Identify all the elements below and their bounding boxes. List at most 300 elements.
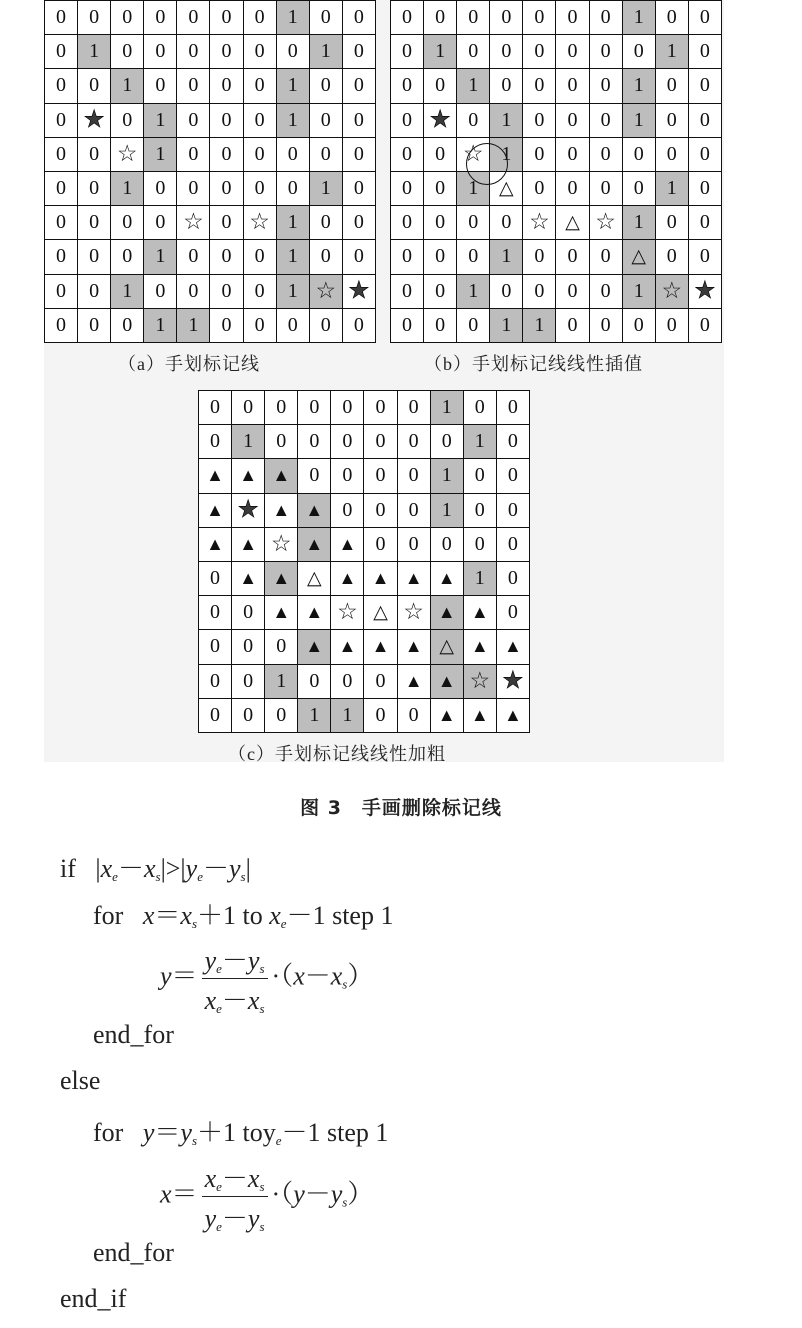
grid-cell [463,698,496,732]
cell-value: 0 [353,6,364,29]
grid-cell [589,274,622,308]
solid-triangle-icon: ▲ [371,636,390,657]
grid-cell [177,274,210,308]
cell-value: 0 [155,40,166,63]
fraction [202,1158,268,1235]
grid-cell [342,1,375,35]
grid-cell [111,35,144,69]
cell-value: 0 [155,211,166,234]
cell-value: 1 [441,498,452,521]
var: x [100,854,113,883]
grid-cell [309,274,342,308]
cell-value: 1 [501,313,512,336]
cell-value: 0 [501,40,512,63]
sub: s [259,1001,265,1016]
cell-value: 0 [468,6,479,29]
hollow-triangle-icon: △ [631,246,647,268]
cell-value: 0 [507,567,518,590]
cell-value: 0 [600,142,611,165]
op: － [221,946,248,975]
grid-cell [688,1,721,35]
cell-value: 0 [188,6,199,29]
grid-cell [523,206,556,240]
grid-cell [111,137,144,171]
cell-value: 0 [375,669,386,692]
grid-cell [655,308,688,342]
grid-cell [364,596,397,630]
solid-triangle-icon: ▲ [206,533,224,554]
cell-value: 0 [666,108,677,131]
grid-cell [424,1,457,35]
grid-cell [331,630,364,664]
code-line-endif: end_if [60,1284,127,1313]
grid-cell [688,103,721,137]
cell-value: 0 [254,245,265,268]
grid-cell [243,274,276,308]
grid-cell [391,103,424,137]
grid-cell [463,493,496,527]
grid-cell [265,493,298,527]
grid-cell [45,69,78,103]
grid-cell [342,240,375,274]
cell-value: 0 [320,142,331,165]
hollow-star-icon: ☆ [337,599,358,625]
cell-value: 1 [276,669,287,692]
grid-cell [424,69,457,103]
grid-cell [78,69,111,103]
grid-cell [622,137,655,171]
op: ） [347,961,374,991]
cell-value: 0 [435,245,446,268]
grid-cell [309,69,342,103]
grid-cell [276,103,309,137]
cell-value: 0 [309,396,320,419]
var: x [204,1164,217,1193]
var: y [142,1118,155,1147]
grid-cell [655,171,688,205]
cell-value: 0 [221,74,232,97]
grid-cell [45,171,78,205]
cell-value: 0 [254,177,265,200]
cell-value: 0 [633,40,644,63]
cell-value: 1 [309,703,320,726]
grid-cell [199,664,232,698]
cell-value: 0 [89,279,100,302]
sub: e [216,1219,222,1234]
cell-value: 0 [56,245,67,268]
cell-value: 1 [287,108,298,131]
grid-cell [490,274,523,308]
grid-cell [391,69,424,103]
cell-value: 0 [89,211,100,234]
cell-value: 1 [287,74,298,97]
solid-triangle-icon: ▲ [338,568,357,589]
grid-cell [424,171,457,205]
grid-cell [688,69,721,103]
grid-cell [589,240,622,274]
cell-value: 0 [342,430,353,453]
grid-cell [523,171,556,205]
cell-value: 0 [320,108,331,131]
sub: e [275,1133,282,1148]
cell-value: 0 [435,6,446,29]
grid-cell [199,561,232,595]
var: y [204,1204,217,1233]
grid-row [391,35,722,69]
grid-cell [397,630,430,664]
cell-value: 0 [188,279,199,302]
cell-value: 0 [402,245,413,268]
cell-value: 0 [408,498,419,521]
grid-cell [463,425,496,459]
cell-value: 0 [287,40,298,63]
grid-cell [199,459,232,493]
cell-value: 0 [221,211,232,234]
grid-cell [688,35,721,69]
cell-value: 0 [89,177,100,200]
cell-value: 0 [309,669,320,692]
grid-cell [243,69,276,103]
grid-cell [589,206,622,240]
grid-cell [45,137,78,171]
grid-cell [655,35,688,69]
cell-value: 0 [221,108,232,131]
grid-cell [364,493,397,527]
grid-cell [276,274,309,308]
hollow-star-icon: ☆ [403,599,424,625]
cell-value: 0 [435,177,446,200]
cell-value: 0 [221,279,232,302]
grid-cell [589,35,622,69]
grid-cell [199,630,232,664]
grid-row [199,391,530,425]
cell-value: 0 [507,396,518,419]
solid-triangle-icon: ▲ [404,670,423,691]
hollow-triangle-icon: △ [307,568,322,590]
grid-cell [199,493,232,527]
cell-value: 0 [435,211,446,234]
solid-star-icon: ★ [429,106,451,133]
cell-value: 0 [155,177,166,200]
cell-value: 0 [320,6,331,29]
cell-value: 0 [474,532,485,555]
grid-cell [655,206,688,240]
grid-cell [331,561,364,595]
cell-value: 0 [89,6,100,29]
grid-cell [556,240,589,274]
grid-cell [298,561,331,595]
grid-cell [490,240,523,274]
grid-cell [243,103,276,137]
grid-cell [144,69,177,103]
grid-cell [111,274,144,308]
solid-triangle-icon: ▲ [305,499,324,520]
grid-cell [523,137,556,171]
grid-cell [111,240,144,274]
grid-row [45,137,376,171]
sub: e [216,1179,222,1194]
cell-value: 1 [155,108,166,131]
grid-cell [496,596,529,630]
grid-cell [298,459,331,493]
cell-value: 0 [435,142,446,165]
grid-cell [430,493,463,527]
cell-value: 0 [441,532,452,555]
cell-value: 0 [534,108,545,131]
op: － [117,854,144,883]
cell-value: 0 [342,669,353,692]
cell-value: 0 [408,703,419,726]
grid-row [199,459,530,493]
solid-triangle-icon: ▲ [338,533,357,554]
cell-value: 0 [666,142,677,165]
cell-value: 1 [633,279,644,302]
cell-value: 0 [633,313,644,336]
cell-value: 0 [699,74,710,97]
grid-cell [45,103,78,137]
cell-value: 1 [320,40,331,63]
grid-cell [243,1,276,35]
op: ＝ [154,1118,181,1147]
grid-cell [276,308,309,342]
solid-star-icon: ★ [348,277,370,304]
cell-value: 0 [342,464,353,487]
grid-row [199,698,530,732]
grid-cell [430,561,463,595]
grid-row [45,308,376,342]
grid-cell [463,527,496,561]
grid-cell [496,527,529,561]
cell-value: 0 [210,567,221,590]
grid-cell [232,459,265,493]
grid-cell [463,459,496,493]
grid-cell [265,698,298,732]
cell-value: 0 [309,464,320,487]
cell-value: 0 [402,211,413,234]
grid-cell [457,274,490,308]
solid-triangle-icon: ▲ [272,602,291,623]
grid-cell [144,308,177,342]
grid-cell [424,308,457,342]
cell-value: 0 [56,74,67,97]
op: ＋1 [197,901,237,930]
grid-cell [309,308,342,342]
solid-triangle-icon: ▲ [437,602,456,623]
grid-cell [331,596,364,630]
var: y [247,946,260,975]
grid-row [45,274,376,308]
var: x [143,854,156,883]
grid-cell [331,493,364,527]
cell-value: 0 [534,74,545,97]
sub: e [216,961,222,976]
grid-cell [144,137,177,171]
cell-value: 0 [221,177,232,200]
grid-cell [430,630,463,664]
grid-cell [364,664,397,698]
grid-cell [78,308,111,342]
cell-value: 0 [600,108,611,131]
grid-cell [622,35,655,69]
cell-value: 0 [534,6,545,29]
cell-value: 1 [468,177,479,200]
cell-value: 0 [501,6,512,29]
solid-triangle-icon: ▲ [437,568,456,589]
grid-cell [655,69,688,103]
grid-cell [243,206,276,240]
cell-value: 0 [408,430,419,453]
solid-triangle-icon: ▲ [239,568,258,589]
grid-cell [496,630,529,664]
cell-value: 0 [699,6,710,29]
grid-row [199,527,530,561]
grid-cell [111,206,144,240]
cell-value: 0 [375,703,386,726]
cell-value: 1 [287,279,298,302]
grid-cell [78,206,111,240]
cell-value: 0 [56,142,67,165]
grid-cell [243,35,276,69]
cell-value: 0 [501,211,512,234]
cell-value: 0 [507,601,518,624]
grid-row [199,493,530,527]
cell-value: 0 [353,40,364,63]
grid-cell [424,240,457,274]
cell-value: 1 [287,245,298,268]
op: ·（ [271,1179,294,1209]
sub: s [342,976,348,992]
numerator [202,1158,268,1197]
cell-value: 0 [287,177,298,200]
solid-triangle-icon: ▲ [272,465,291,486]
solid-triangle-icon: ▲ [206,465,224,486]
cell-value: 0 [155,279,166,302]
grid-b [390,0,722,343]
cell-value: 0 [666,313,677,336]
grid-row [199,664,530,698]
solid-triangle-icon: ▲ [272,568,291,589]
grid-cell [397,561,430,595]
grid-row [45,1,376,35]
grid-cell [232,561,265,595]
grid-cell [45,240,78,274]
grid-cell [309,206,342,240]
hollow-star-icon: ☆ [595,209,616,235]
cell-value: 0 [408,532,419,555]
grid-cell [199,391,232,425]
grid-cell [622,206,655,240]
cell-value: 0 [408,396,419,419]
grid-cell [622,308,655,342]
grid-row [45,69,376,103]
cell-value: 0 [320,245,331,268]
grid-cell [688,206,721,240]
cell-value: 0 [402,108,413,131]
grid-cell [391,274,424,308]
cell-value: 0 [699,142,710,165]
var: x [330,961,343,991]
kw-if: if [60,854,76,883]
denominator [202,979,268,1017]
grid-cell [688,137,721,171]
grid-cell [210,1,243,35]
op: － [304,961,331,991]
cell-value: 0 [699,177,710,200]
grid-cell [424,137,457,171]
grid-cell [210,206,243,240]
sub: s [191,1133,197,1148]
cell-value: 0 [699,40,710,63]
grid-cell [45,308,78,342]
cell-value: 0 [188,74,199,97]
hollow-star-icon: ☆ [529,209,550,235]
op: ·（ [271,961,294,991]
cell-value: 0 [474,396,485,419]
grid-cell [177,308,210,342]
grid-cell [111,308,144,342]
cell-value: 0 [254,40,265,63]
cell-value: 0 [342,396,353,419]
cell-value: 0 [567,177,578,200]
grid-cell [490,103,523,137]
var: x [180,901,192,930]
grid-cell [45,206,78,240]
code-line-formula-x [160,1158,373,1235]
cell-value: 0 [666,245,677,268]
cell-value: 0 [468,313,479,336]
cell-value: 0 [243,396,254,419]
step: －1 step 1 [281,1118,389,1147]
cell-value: 0 [468,211,479,234]
cell-value: 0 [375,498,386,521]
grid-cell [622,69,655,103]
code-line-endfor-2: end_for [93,1238,174,1267]
grid-cell [496,459,529,493]
cell-value: 0 [699,313,710,336]
cell-value: 0 [600,245,611,268]
grid-cell [391,1,424,35]
cell-value: 0 [567,142,578,165]
grid-row [391,171,722,205]
cell-value: 0 [507,464,518,487]
fraction [202,940,268,1017]
hollow-star-icon: ☆ [249,209,270,235]
cell-value: 0 [402,313,413,336]
cell-value: 0 [287,142,298,165]
grid-cell [232,391,265,425]
grid-cell [298,391,331,425]
cell-value: 0 [56,211,67,234]
cell-value: 0 [375,396,386,419]
grid-cell [342,103,375,137]
cell-value: 0 [567,74,578,97]
grid-cell [655,1,688,35]
grid-cell [265,459,298,493]
grid-cell [331,527,364,561]
grid-cell [589,171,622,205]
grid-cell [556,171,589,205]
cell-value: 0 [567,6,578,29]
grid-cell [589,103,622,137]
grid-cell [622,103,655,137]
sub: s [259,961,265,976]
code-line-for-x [93,895,393,932]
cell-value: 1 [287,211,298,234]
cell-value: 0 [534,142,545,165]
grid-cell [397,493,430,527]
sub: e [197,869,203,884]
grid-cell [463,391,496,425]
